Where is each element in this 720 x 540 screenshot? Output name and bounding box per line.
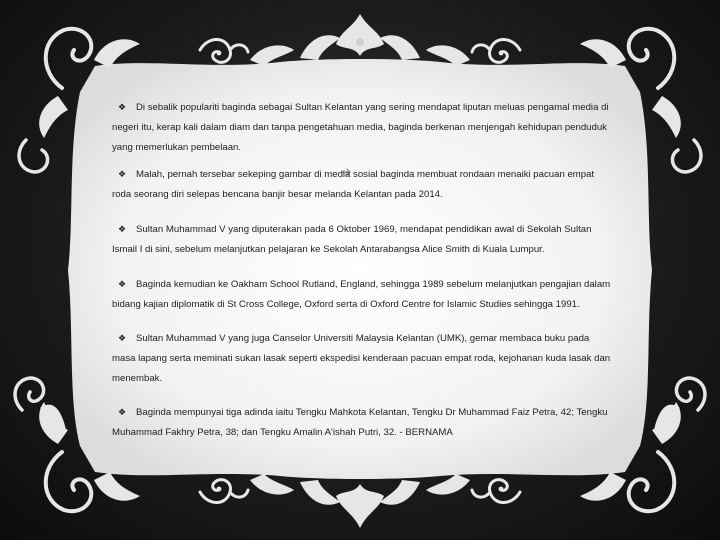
- bullet-item: [112, 274, 612, 315]
- bullet-text: Baginda mempunyai tiga adinda iaitu Tengku Mahkota Kelantan, Tengku Dr Muhammad Faiz Petra, 42; Tengku Muhammad Fakhry Petra, 38; dan Tengku Amalin A'ishah Putri, 32. - BERNAMA: [112, 407, 608, 438]
- bottom-ornament: [200, 474, 520, 528]
- right-side-ornament: [654, 140, 705, 430]
- slide-body: [112, 97, 612, 455]
- top-ornament: [200, 14, 520, 66]
- bullet-text: Sultan Muhammad V yang diputerakan pada 6 Oktober 1969, mendapat pendidikan awal di Sekolah Sultan Ismail I di sini, sebelum melanjutkan pelajaran ke Sekolah Antarabangsa Alice Smith di Kuala Lumpur.: [112, 224, 592, 255]
- diamond-flourish-icon: ❖: [118, 224, 127, 234]
- diamond-flourish-icon: ❖: [118, 169, 127, 179]
- bullet-text: Di sebalik populariti baginda sebagai Sultan Kelantan yang sering mendapat liputan meluas pengamal media di negeri itu, kerap kali dalam diam dan tanpa pengetahuan media, baginda berkenan menjengah kehidupan penduduk yang memerlukan pembelaan.: [112, 102, 609, 153]
- bullet-text: Sultan Muhammad V yang juga Canselor Universiti Malaysia Kelantan (UMK), gemar membaca buku pada masa lapang serta meminati sukan lasak seperti ekspedisi kenderaan pacuan empat roda, kejohanan kuda lasak dan menembak.: [112, 333, 611, 384]
- bullet-item: [112, 328, 612, 389]
- bullet-item: [112, 97, 612, 158]
- diamond-flourish-icon: ❖: [118, 102, 127, 112]
- diamond-flourish-icon: ❖: [118, 407, 127, 417]
- bullet-text: Baginda kemudian ke Oakham School Rutland, England, sehingga 1989 sebelum melanjutkan pengajian dalam bidang kajian diplomatik di St Cross College, Oxford serta di Oxford Centre for Islamic Studies sehingga 1991.: [112, 279, 611, 310]
- diamond-flourish-icon: ❖: [118, 333, 127, 343]
- diamond-flourish-icon: ❖: [118, 279, 127, 289]
- bullet-text: Malah, pernah tersebar sekeping gambar di media sosial baginda membuat rondaan menaiki pacuan empat roda seorang diri selepas bencana banjir besar melanda Kelantan pada 2014.: [112, 169, 595, 200]
- left-side-ornament: [15, 140, 66, 430]
- bullet-item: [112, 219, 612, 260]
- bullet-item: [112, 164, 612, 205]
- bullet-item: [112, 402, 612, 443]
